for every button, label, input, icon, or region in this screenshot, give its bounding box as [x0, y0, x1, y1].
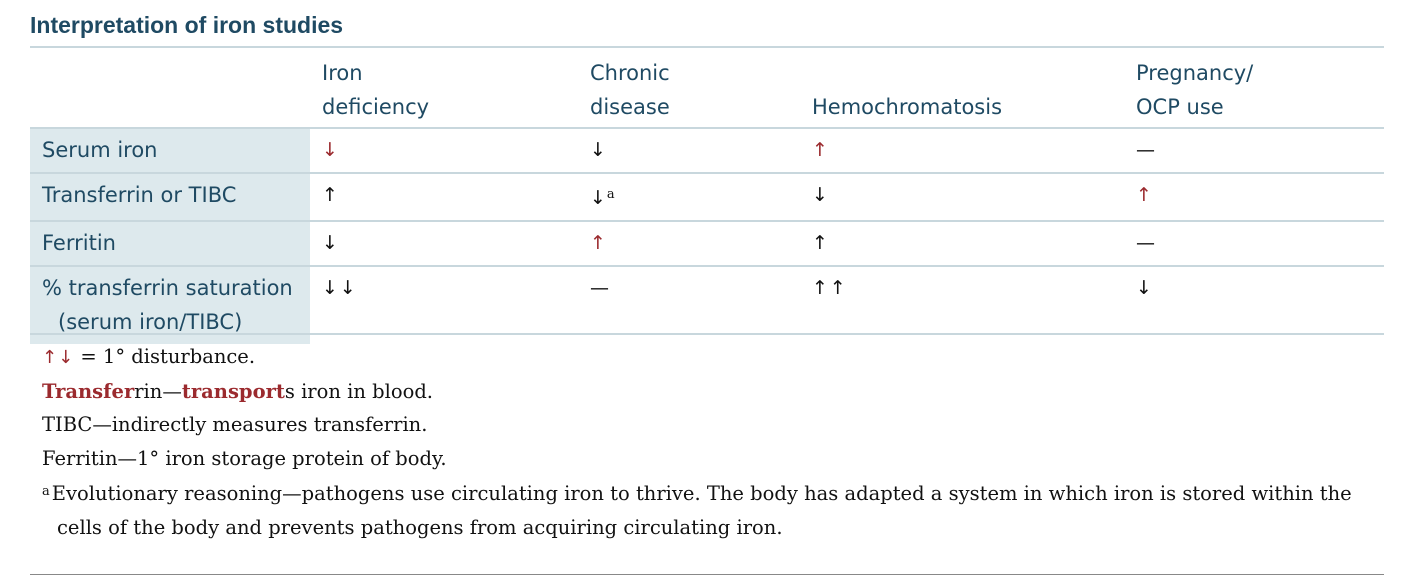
- cell-arrow: ↓$^a$: [590, 187, 615, 209]
- row-label: Transferrin or TIBC: [30, 173, 310, 221]
- cell-arrow: ↓: [812, 184, 828, 206]
- cell-arrow: ↑↑: [812, 277, 848, 299]
- cell-arrow: ↓: [322, 139, 338, 161]
- iron-studies-table: [30, 48, 1384, 344]
- header-pregnancy-ocp: Pregnancy/ OCP use: [1136, 61, 1254, 119]
- cell-arrow: ↑: [812, 232, 828, 254]
- tibc-note: TIBC—indirectly measures transferrin.: [42, 413, 428, 436]
- cell-arrow: ↑: [812, 139, 828, 161]
- cell-dash: —: [1136, 232, 1155, 254]
- legend-note: ↑↓ = 1° disturbance.: [42, 345, 256, 368]
- bottom-rule: [30, 333, 1384, 335]
- cell-arrow: ↑: [1136, 184, 1152, 206]
- footnote-mark: a: [42, 484, 50, 499]
- notes: [42, 340, 1372, 544]
- footnote-marker: a: [606, 187, 615, 202]
- cell-arrow: ↓: [1136, 277, 1152, 299]
- header-hemochromatosis: Hemochromatosis: [812, 95, 1003, 119]
- row-label: % transferrin saturation (serum iron/TIBC): [30, 266, 310, 344]
- arrows-symbol: ↑↓: [42, 347, 75, 368]
- transferrin-note: Transferrin—transports iron in blood.: [42, 379, 433, 403]
- cell-arrow: ↓: [322, 232, 338, 254]
- table-row-ferritin: [30, 221, 1384, 266]
- cell-arrow: ↓↓: [322, 277, 358, 299]
- table-row-serum-iron: [30, 128, 1384, 173]
- page-title: Interpretation of iron studies: [30, 12, 344, 38]
- cell-arrow: ↑: [590, 232, 606, 254]
- footnote: $^a$ Evolutionary reasoning—pathogens use circulating iron to thrive. The body has adapted a system in which iron is stored within the cells of the body and prevents pathogens from acquiring circulating iron.: [42, 482, 1352, 539]
- header-chronic-disease: Chronic disease: [590, 61, 670, 119]
- header-blank: [30, 48, 310, 128]
- end-rule: [30, 574, 1384, 575]
- row-label: Ferritin: [30, 221, 310, 266]
- row-label: Serum iron: [30, 128, 310, 173]
- cell-dash: —: [590, 277, 609, 299]
- cell-arrow: ↑: [322, 184, 338, 206]
- header-row: [30, 48, 1384, 128]
- header-iron-deficiency: Iron deficiency: [322, 61, 430, 119]
- cell-arrow: ↓: [590, 139, 606, 161]
- cell-dash: —: [1136, 139, 1155, 161]
- ferritin-note: Ferritin—1° iron storage protein of body.: [42, 446, 447, 470]
- table-row-transferrin: [30, 173, 1384, 221]
